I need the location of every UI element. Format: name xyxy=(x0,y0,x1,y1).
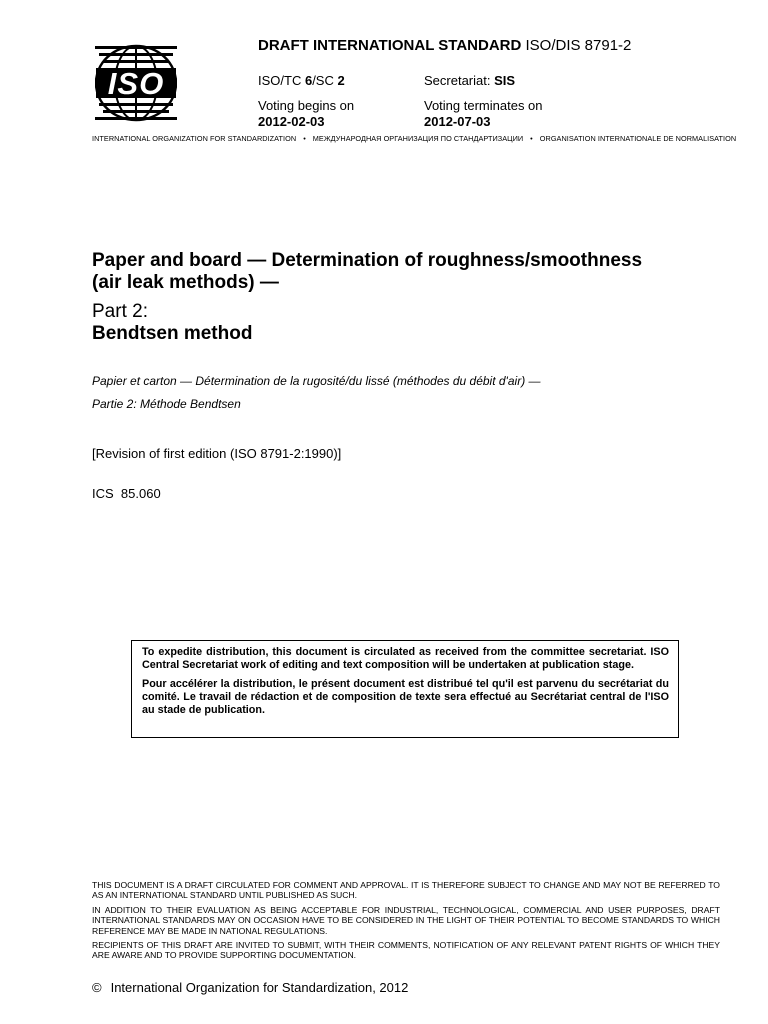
voting-terminates xyxy=(424,98,543,130)
tc-number: 6 xyxy=(304,73,313,88)
part-label: Part 2: xyxy=(92,301,148,322)
voting-terminates-date: 2012-07-03 xyxy=(424,114,491,129)
french-title-line-1: Papier et carton — Détermination de la rugosité/du lissé (méthodes du débit d'air) — xyxy=(92,374,541,388)
voting-terminates-label: Voting terminates on xyxy=(424,98,543,113)
draft-disclaimer xyxy=(92,880,720,965)
iso-logo-text: ISO xyxy=(107,66,165,101)
iso-logo xyxy=(95,44,177,122)
ics-label: ICS xyxy=(92,486,114,501)
document-title xyxy=(92,250,732,294)
part-name: Bendtsen method xyxy=(92,323,253,344)
title-line-2: (air leak methods) — xyxy=(92,272,279,293)
copyright-icon: © xyxy=(92,980,102,995)
french-title-line-2: Partie 2: Méthode Bendtsen xyxy=(92,397,241,411)
title-line-1: Paper and board — Determination of roughness/smoothness xyxy=(92,250,643,271)
org-name-fr: ORGANISATION INTERNATIONALE DE NORMALISATION xyxy=(539,134,737,143)
voting-begins-label: Voting begins on xyxy=(258,98,355,113)
notice-fr: Pour accélérer la distribution, le présent document est distribué tel qu'il est parvenu du secrétariat du comité. Le travail de rédaction et de composition de texte sera effectué au Secrétariat central de l'ISO au stade de publication. xyxy=(142,678,669,716)
copyright-text: International Organization for Standardization, 2012 xyxy=(110,980,409,995)
voting-begins xyxy=(258,98,354,130)
disclaimer-paragraph-3: RECIPIENTS OF THIS DRAFT ARE INVITED TO SUBMIT, WITH THEIR COMMENTS, NOTIFICATION OF ANY RELEVANT PATENT RIGHTS OF WHICH THEY ARE AWARE AND TO PROVIDE SUPPORTING DOCUMENTATION. xyxy=(92,940,720,961)
distribution-notice-box xyxy=(131,640,679,738)
doc-number: ISO/DIS 8791-2 xyxy=(525,37,632,54)
ics-code xyxy=(92,486,161,502)
notice-en: To expedite distribution, this document is circulated as received from the committee secretariat. ISO Central Secretariat work of editing and text composition will be undertaken at publication stage. xyxy=(142,646,669,671)
doc-type: DRAFT INTERNATIONAL STANDARD xyxy=(258,37,522,54)
ics-value: 85.060 xyxy=(120,486,161,501)
voting-begins-date: 2012-02-03 xyxy=(258,114,325,129)
iso-globe-logo-icon xyxy=(95,44,177,122)
secretariat: Secretariat: SIS xyxy=(424,73,516,88)
sc-number: 2 xyxy=(337,73,345,88)
committee: ISO/TC 6/SC 2 xyxy=(258,73,345,88)
separator: • xyxy=(530,134,533,143)
copyright-notice xyxy=(92,980,408,995)
org-name-ru: МЕЖДУНАРОДНАЯ ОРГАНИЗАЦИЯ ПО СТАНДАРТИЗАЦИИ xyxy=(312,134,524,143)
organization-names xyxy=(92,134,737,143)
separator: • xyxy=(303,134,306,143)
secretariat-value: SIS xyxy=(494,73,516,88)
org-name-en: INTERNATIONAL ORGANIZATION FOR STANDARDIZATION xyxy=(92,134,297,143)
disclaimer-paragraph-1: THIS DOCUMENT IS A DRAFT CIRCULATED FOR COMMENT AND APPROVAL. IT IS THEREFORE SUBJECT TO CHANGE AND MAY NOT BE REFERRED TO AS AN INTERNATIONAL STANDARD UNTIL PUBLISHED AS SUCH. xyxy=(92,880,720,901)
document-type-heading xyxy=(258,37,631,54)
disclaimer-paragraph-2: IN ADDITION TO THEIR EVALUATION AS BEING ACCEPTABLE FOR INDUSTRIAL, TECHNOLOGICAL, COMMERCIAL AND USER PURPOSES, DRAFT INTERNATIONAL STANDARDS MAY ON OCCASION HAVE TO BE CONSIDERED IN THE LIGHT OF THEIR POTENTIAL TO BECOME STANDARDS TO WHICH REFERENCE MAY BE MADE IN NATIONAL REGULATIONS. xyxy=(92,904,720,936)
revision-note: [Revision of first edition (ISO 8791-2:1990)] xyxy=(92,446,342,461)
